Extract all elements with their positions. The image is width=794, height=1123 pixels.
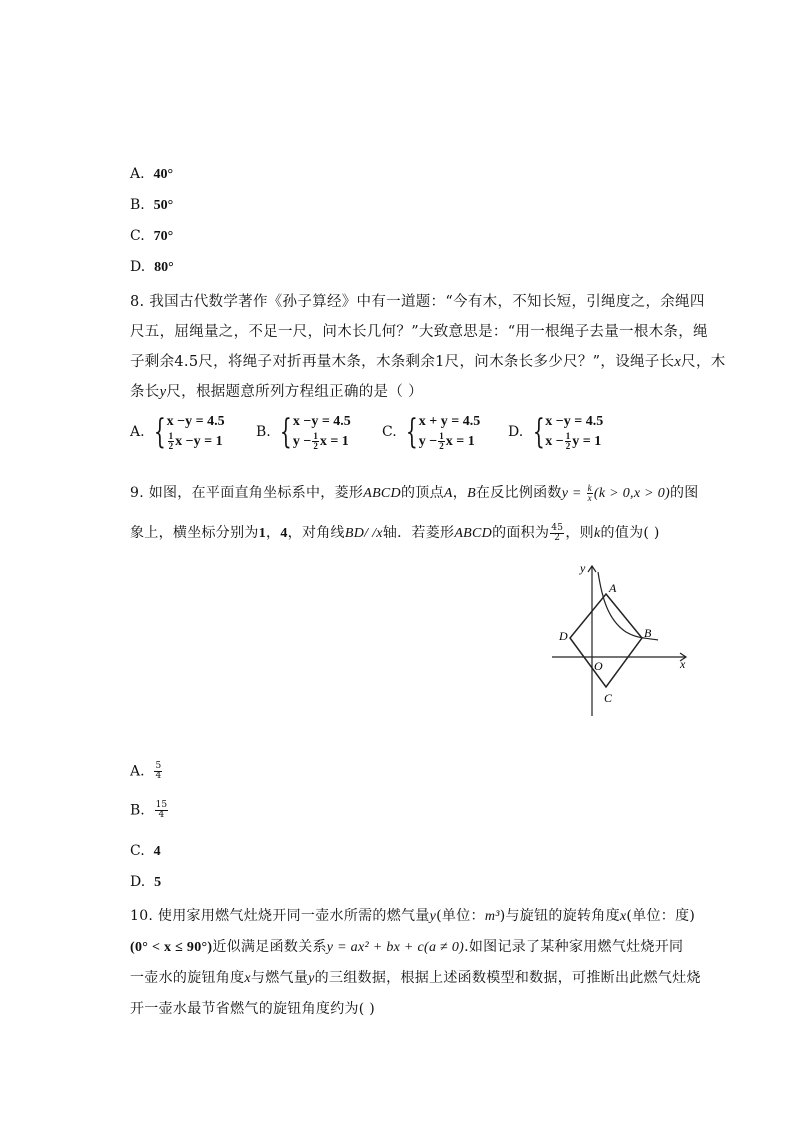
q10-line3: 一壶水的旋钮角度x与燃气量y的三组数据，根据上述函数模型和数据，可推断出此燃气灶烧 <box>130 970 701 986</box>
q8-option-b: B. { x −y = 4.5 y − $\frac{1}{2}$ x = 1 <box>256 412 351 452</box>
rhombus-figure <box>548 558 698 720</box>
q8-line2: 尺五，屈绳量之，不足一尺，问木长几何？”大致意思是：“用一根绳子去量一根木条，绳 <box>130 324 708 340</box>
q7-option-c: C. 70° <box>130 228 174 244</box>
q7-option-d-value: 80° <box>154 260 174 275</box>
q7-option-a: A. 40° <box>130 166 174 182</box>
q8-option-d: D. { x −y = 4.5 x − $\frac{1}{2}$ y = 1 <box>508 412 604 452</box>
label-d: D <box>559 629 568 643</box>
label-o: O <box>594 659 603 673</box>
label-x: x <box>680 657 686 671</box>
q9-option-c: C. 4 <box>130 843 161 859</box>
label-a: A <box>609 581 617 595</box>
q7-option-b: B. 50° <box>130 197 174 213</box>
q7-option-b-value: 50° <box>153 198 174 213</box>
q7-option-c-value: 70° <box>153 229 174 244</box>
q9-option-d: D. 5 <box>130 874 162 890</box>
q8-line1: 8. 我国古代数学著作《孙子算经》中有一道题：“今有木，不知长短，引绳度之，余绳四 <box>130 294 705 310</box>
q9-line2: 象上，横坐标分别为1，4，对角线BD/ /x轴．若菱形ABCD的面积为 $\frac{45}{2}$ ，则k的值为( ) <box>130 522 660 543</box>
q8-line3: 子剩余4.5尺，将绳子对折再量木条，木条剩余1尺，问木条长多少尺？”，设绳子长x尺，木 <box>130 354 726 370</box>
q10-line1: 10. 使用家用燃气灶烧开同一壶水所需的燃气量y(单位：m³)与旋钮的旋转角度x(单位：度) <box>130 908 696 924</box>
label-c: C <box>604 691 613 705</box>
q8-option-a: A. { x −y = 4.5 $\frac{1}{2}$ x −y = 1 <box>130 412 225 452</box>
q9-option-b: B. $\frac{15}{4}$ <box>130 800 168 820</box>
rhombus-abcd <box>570 594 642 687</box>
label-b: B <box>644 626 652 640</box>
q8-option-c: C. { x + y = 4.5 y − $\frac{1}{2}$ x = 1 <box>382 412 481 452</box>
q9-option-a: A. $\frac{5}{4}$ <box>130 761 162 781</box>
q7-option-d: D. 80° <box>130 259 174 275</box>
label-y: y <box>580 561 586 575</box>
q8-line4: 条长y尺，根据题意所列方程组正确的是（ ） <box>130 384 423 400</box>
q10-line4: 开一壶水最节省燃气的旋钮角度约为( ) <box>130 1001 376 1017</box>
q7-option-a-value: 40° <box>153 167 174 182</box>
q9-line1: 9. 如图，在平面直角坐标系中，菱形ABCD的顶点A，B在反比例函数y = $\frac{k}{x}$ (k > 0,x > 0)的图 <box>130 482 699 503</box>
q10-line2: (0° < x ≤ 90°)近似满足函数关系y = ax² + bx + c(a ≠ 0).如图记录了某种家用燃气灶烧开同 <box>130 939 684 955</box>
